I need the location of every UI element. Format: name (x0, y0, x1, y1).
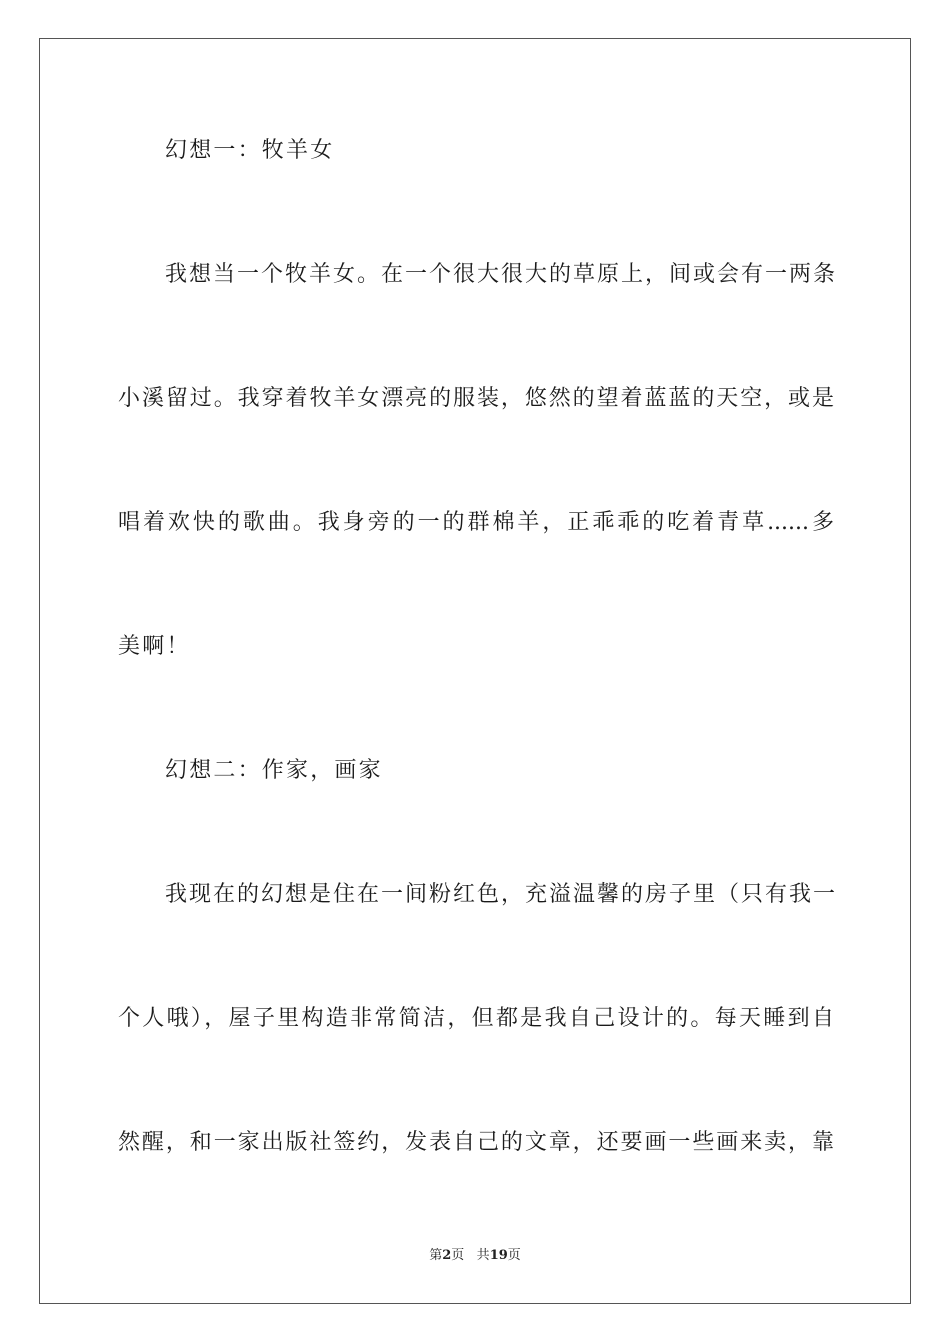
page-border (39, 38, 911, 1304)
page-footer (0, 1247, 950, 1265)
paragraph-line: 我想当一个牧羊女。在一个很大很大的草原上，间或会有一两条 (165, 262, 835, 287)
paragraph-line: 我现在的幻想是住在一间粉红色，充溢温馨的房子里（只有我一 (165, 882, 835, 907)
page-total: 19 (489, 1248, 508, 1263)
total-prefix: 共 (476, 1248, 490, 1263)
paragraph-line: 然醒，和一家出版社签约，发表自己的文章，还要画一些画来卖，靠 (118, 1130, 834, 1155)
paragraph-line: 唱着欢快的歌曲。我身旁的一的群棉羊，正乖乖的吃着青草......多 (118, 510, 834, 535)
page-suffix: 页 (451, 1248, 465, 1263)
section-heading-1: 幻想一：牧羊女 (165, 138, 335, 163)
total-suffix: 页 (507, 1248, 521, 1263)
paragraph-line: 个人哦），屋子里构造非常简洁，但都是我自己设计的。每天睡到自 (118, 1006, 834, 1031)
page-prefix: 第 (429, 1248, 443, 1263)
paragraph-line: 美啊！ (118, 634, 191, 659)
page-current: 2 (442, 1248, 452, 1263)
paragraph-line: 小溪留过。我穿着牧羊女漂亮的服装，悠然的望着蓝蓝的天空，或是 (118, 386, 834, 411)
section-heading-2: 幻想二：作家，画家 (165, 758, 383, 783)
